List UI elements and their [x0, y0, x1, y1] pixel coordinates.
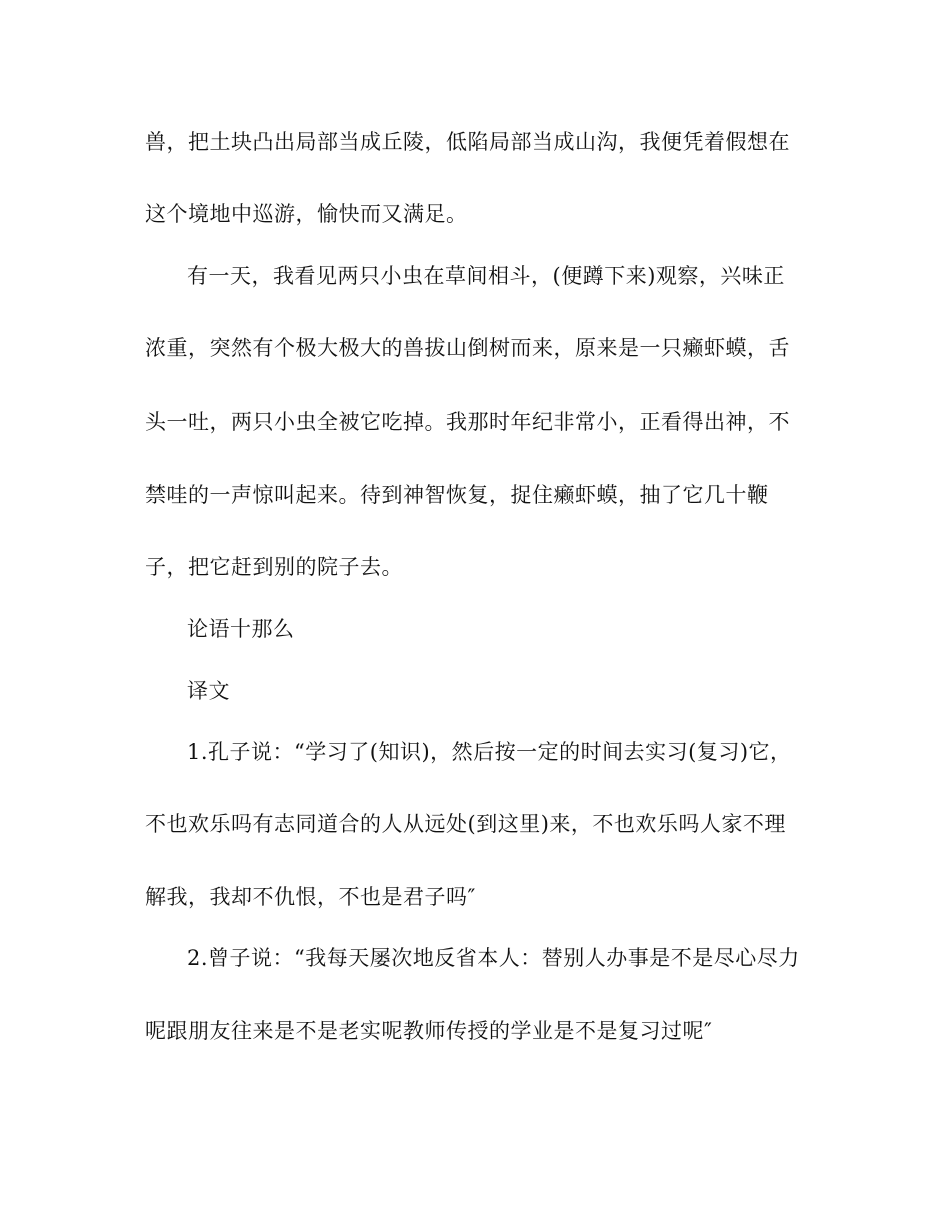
paragraph-start-line-3: 有一天，我看见两只小虫在草间相斗，(便蹲下来)观察，兴味正 — [187, 264, 785, 288]
list-item-1-line-3: 解我，我却不仇恨，不也是君子吗″ — [145, 885, 476, 909]
text-line-2: 这个境地中巡游，愉快而又满足。 — [145, 202, 468, 226]
list-item-1-line-2: 不也欢乐吗有志同道合的人从远处(到这里)来，不也欢乐吗人家不理 — [145, 812, 786, 836]
section-heading-lunyu: 论语十那么 — [187, 617, 295, 641]
list-item-2-line-1: 2.曾子说：“我每天屡次地反省本人：替别人办事是不是尽心尽力 — [187, 946, 800, 970]
list-item-1-line-1: 1.孔子说：“学习了(知识)，然后按一定的时间去实习(复习)它， — [187, 740, 792, 764]
text-line-5: 头一吐，两只小虫全被它吃掉。我那时年纪非常小，正看得出神，不 — [145, 410, 790, 434]
text-line-6: 禁哇的一声惊叫起来。待到神智恢复，捉住癞虾蟆，抽了它几十鞭 — [145, 483, 769, 507]
text-line-1: 兽，把土块凸出局部当成丘陵，低陷局部当成山沟，我便凭着假想在 — [145, 130, 790, 154]
section-heading-translation: 译文 — [187, 679, 230, 703]
text-line-4: 浓重，突然有个极大极大的兽拔山倒树而来，原来是一只癞虾蟆，舌 — [145, 336, 790, 360]
list-item-2-line-2: 呢跟朋友往来是不是老实呢教师传授的学业是不是复习过呢″ — [145, 1019, 713, 1043]
text-line-7: 子，把它赶到别的院子去。 — [145, 555, 403, 579]
